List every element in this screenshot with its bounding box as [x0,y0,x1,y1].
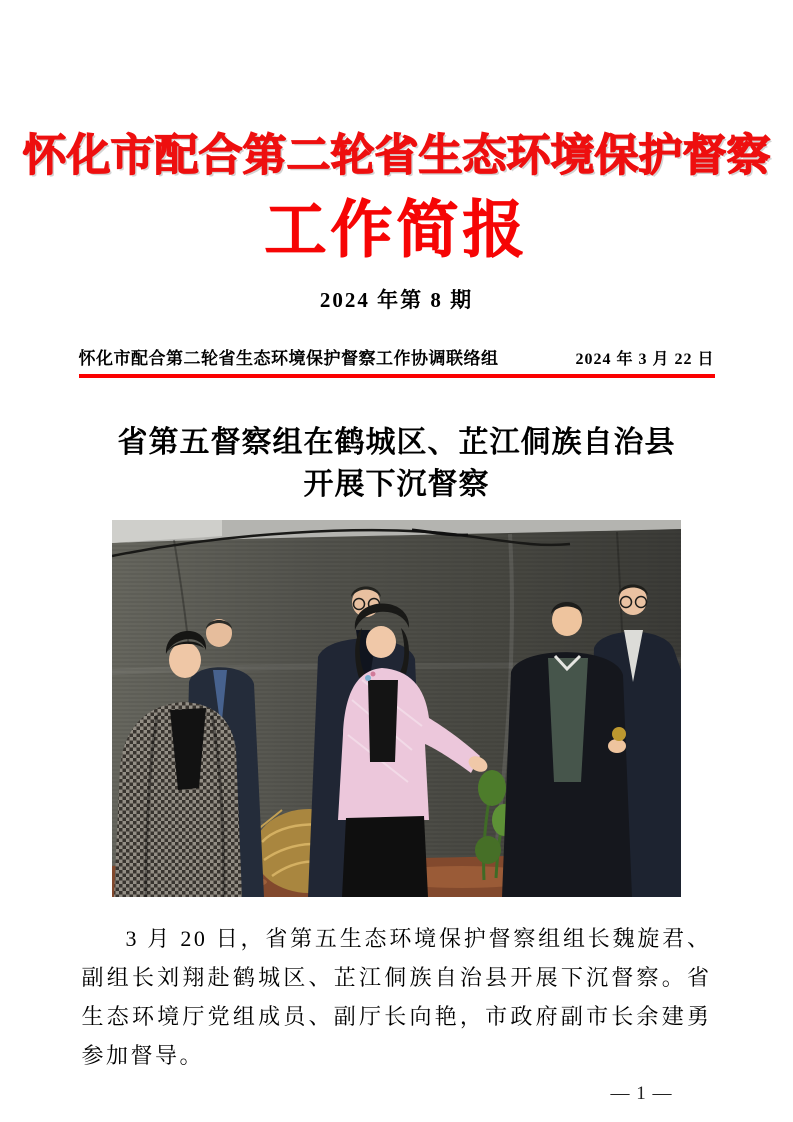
article-title-line2: 开展下沉督察 [303,468,490,501]
article-photo [112,520,681,897]
masthead-divider-rule [79,374,715,378]
article-body: 3 月 20 日，省第五生态环境保护督察组组长魏旋君、副组长刘翔赴鹤城区、芷江侗族自治县开展下沉督察。省生态环境厅党组成员、副厅长向艳，市政府副市长余建勇参加督导。 [81,926,712,1068]
page-number: — 1 — [610,1083,673,1104]
bulletin-name: 工作简报 [264,197,529,265]
article-title [0,422,793,506]
issue-number: 2024 年第 8 期 [319,288,474,312]
masthead-info-row [79,344,715,369]
masthead-date: 2024 年 3 月 22 日 [575,351,715,368]
article-photo-graphic [112,520,681,897]
bulletin-title: 怀化市配合第二轮省生态环境保护督察 [22,130,771,181]
masthead-organization: 怀化市配合第二轮省生态环境保护督察工作协调联络组 [78,349,499,368]
article-title-line1: 省第五督察组在鹤城区、芷江侗族自治县 [117,426,676,459]
